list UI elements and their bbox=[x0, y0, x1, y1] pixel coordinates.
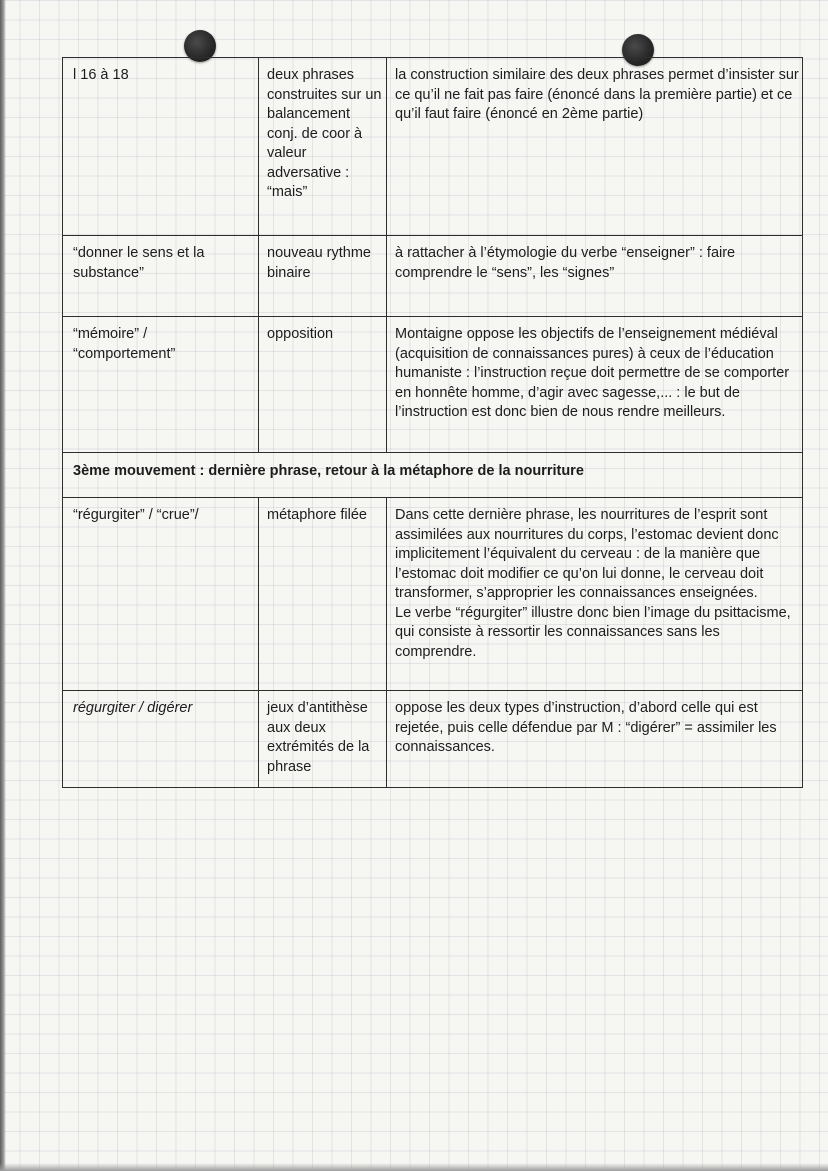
procede-cell: nouveau rythme binaire bbox=[259, 236, 387, 317]
procede-cell: jeux d’antithèse aux deux extrémités de la phrase bbox=[259, 691, 387, 788]
procede-cell: deux phrases construites sur un balancement conj. de coor à valeur adversative : “mais” bbox=[259, 58, 387, 236]
procede-cell: opposition bbox=[259, 317, 387, 453]
table-row bbox=[63, 236, 803, 317]
table-row bbox=[63, 498, 803, 691]
section-heading-row bbox=[63, 453, 803, 498]
procede-cell: métaphore filée bbox=[259, 498, 387, 691]
page-bottom-shadow bbox=[0, 1163, 828, 1171]
page-edge-shadow bbox=[0, 0, 6, 1171]
table-row bbox=[63, 691, 803, 788]
interpretation-paragraph-2: Le verbe “régurgiter” illustre donc bien l’image du psittacisme, qui consiste à ressortir les connaissances sans les comprendre. bbox=[395, 604, 791, 660]
interpretation-cell: oppose les deux types d’instruction, d’abord celle qui est rejetée, puis celle défendue par M : “digérer” = assimiler les connaissances. bbox=[387, 691, 803, 788]
interpretation-cell: la construction similaire des deux phrases permet d’insister sur ce qu’il ne fait pas faire (énoncé dans la première partie) et ce qu’il faut faire (énoncé en 2ème partie) bbox=[387, 58, 803, 236]
ref-cell: l 16 à 18 bbox=[63, 58, 259, 236]
interpretation-cell: à rattacher à l’étymologie du verbe “enseigner” : faire comprendre le “sens”, les “signes” bbox=[387, 236, 803, 317]
analysis-table bbox=[62, 57, 803, 788]
interpretation-cell bbox=[387, 498, 803, 691]
interpretation-paragraph-1: Dans cette dernière phrase, les nourritures de l’esprit sont assimilées aux nourritures du corps, l’estomac devient donc implicitement l’équivalent du cerveau : de la manière que l’estomac doit modifier ce qu’on lui donne, le cerveau doit transformer, s’approprier les connaissances enseignées. bbox=[395, 507, 779, 601]
ref-cell: “mémoire” / “comportement” bbox=[63, 317, 259, 453]
interpretation-cell: Montaigne oppose les objectifs de l’enseignement médiéval (acquisition de connaissances pures) à ceux de l’éducation humaniste : l’instruction reçue doit permettre de se comporter en honnête homme, d’agir avec sagesse,... : le but de l’instruction est donc bien de nous rendre meilleurs. bbox=[387, 317, 803, 453]
ref-cell: “donner le sens et la substance” bbox=[63, 236, 259, 317]
ref-cell: “régurgiter” / “crue”/ bbox=[63, 498, 259, 691]
table-row bbox=[63, 58, 803, 236]
table-row bbox=[63, 317, 803, 453]
section-heading: 3ème mouvement : dernière phrase, retour à la métaphore de la nourriture bbox=[63, 453, 803, 498]
ref-cell: régurgiter / digérer bbox=[63, 691, 259, 788]
